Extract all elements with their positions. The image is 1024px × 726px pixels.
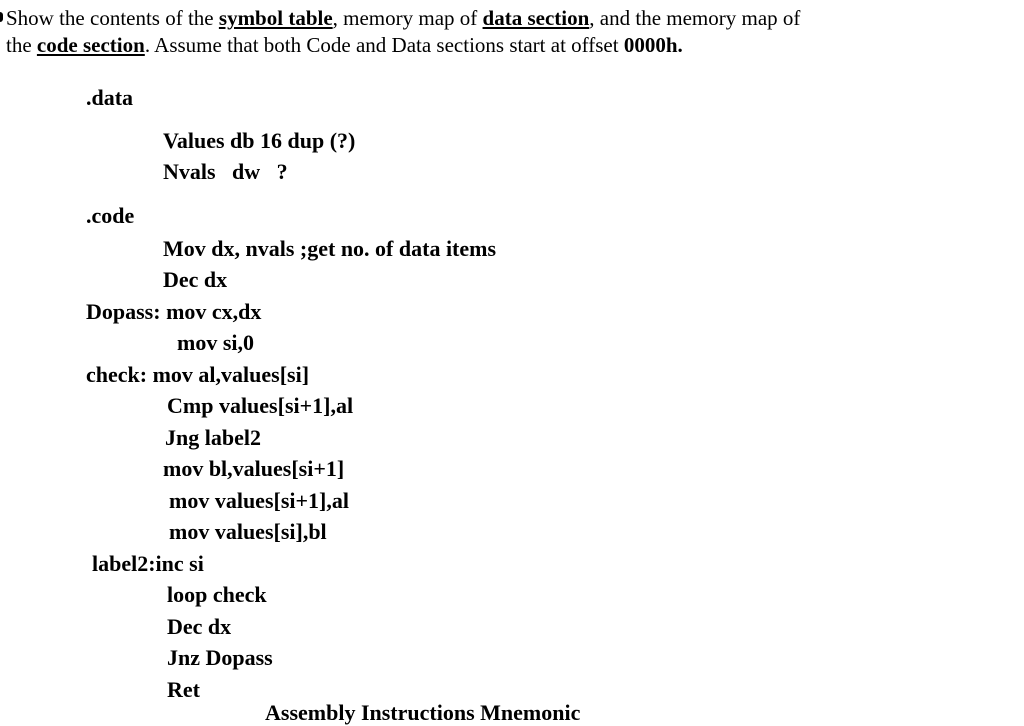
code-line-mov-si: mov si,0 — [177, 330, 254, 355]
code-line-mov-values-bl: mov values[si],bl — [169, 519, 327, 544]
code-line-dec-dx: Dec dx — [163, 267, 228, 292]
symbol-table-term: symbol table — [218, 6, 333, 30]
cutoff-heading-text: Assembly Instructions Mnemonic — [265, 700, 581, 725]
code-line-nvals-decl: Nvals dw ? — [163, 159, 288, 184]
data-section-term: data section — [482, 6, 590, 30]
code-line-jnz: Jnz Dopass — [167, 645, 273, 670]
code-line-cmp: Cmp values[si+1],al — [167, 393, 354, 418]
text-fragment: , memory map of — [332, 6, 483, 30]
code-line-values-decl: Values db 16 dup (?) — [163, 128, 356, 153]
text-fragment: Show the contents of the — [6, 6, 219, 30]
code-line-loop-check: loop check — [167, 582, 267, 607]
code-line-dec-dx-2: Dec dx — [167, 614, 232, 639]
text-fragment: the — [6, 33, 37, 57]
code-line-mov-bl: mov bl,values[si+1] — [163, 456, 345, 481]
code-line-mov-values-al: mov values[si+1],al — [169, 488, 349, 513]
text-fragment: , and the memory map of — [589, 6, 801, 30]
code-line-jng: Jng label2 — [165, 425, 261, 450]
offset-value: 0000h. — [623, 33, 683, 57]
text-fragment: . Assume that both Code and Data sections start at offset — [144, 33, 624, 57]
code-line-ret: Ret — [167, 677, 200, 702]
code-line-code-directive: .code — [86, 203, 135, 228]
code-line-check-label: check: mov al,values[si] — [86, 362, 310, 387]
code-line-mov-dx-nvals: Mov dx, nvals ;get no. of data items — [163, 236, 497, 261]
code-line-label2: label2:inc si — [92, 551, 204, 576]
code-section-term: code section — [36, 33, 145, 57]
code-line-data-directive: .data — [86, 85, 134, 110]
code-line-dopass-label: Dopass: mov cx,dx — [86, 299, 262, 324]
